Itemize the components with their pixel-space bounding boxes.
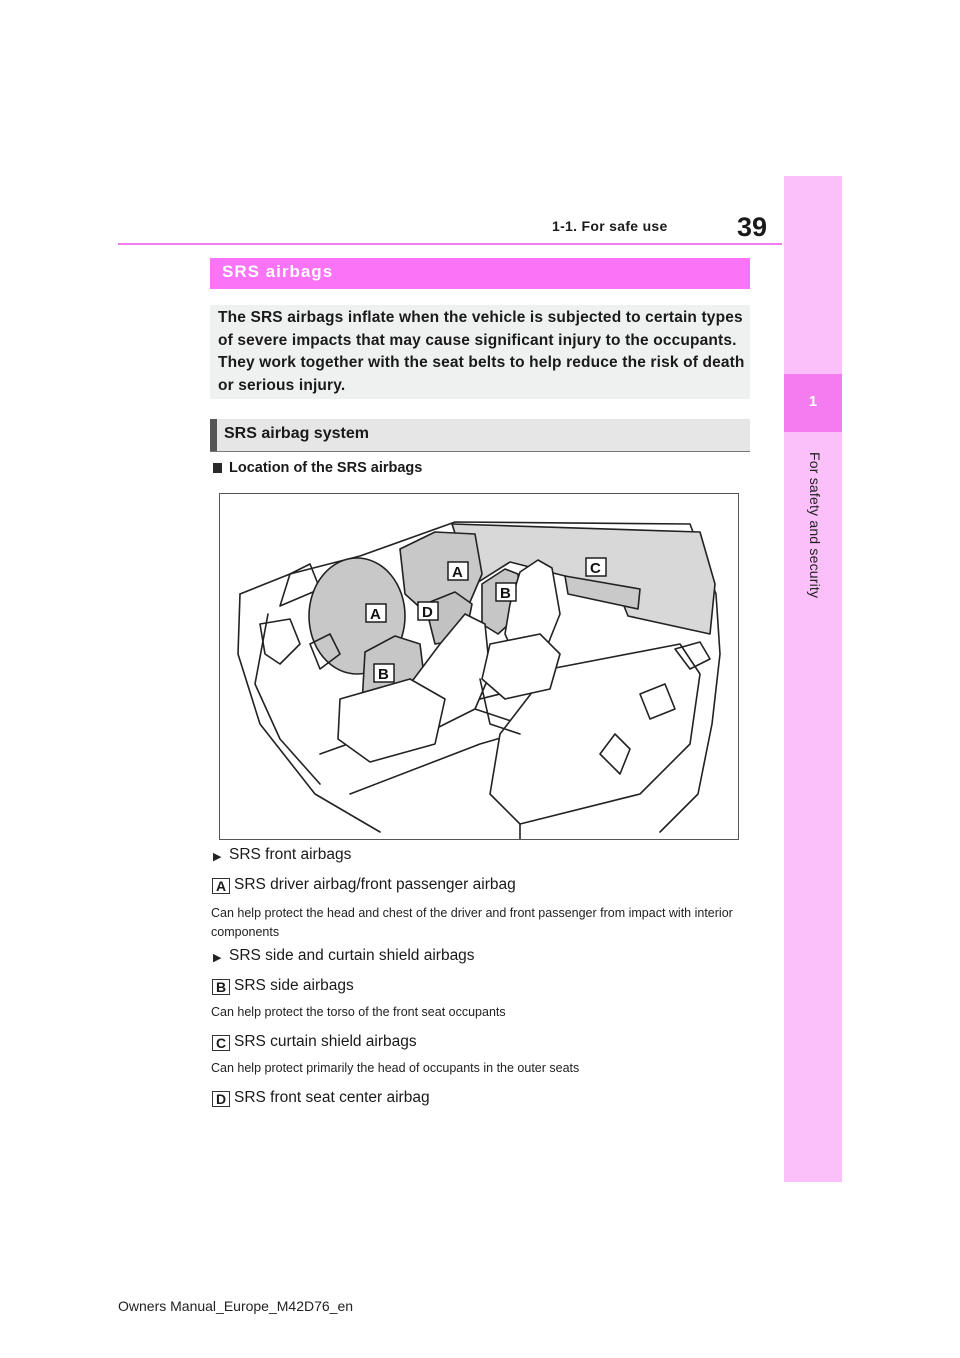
callout-d: D [422, 604, 433, 621]
item-b-title: SRS side airbags [234, 977, 354, 994]
triangle-bullet-icon: ▶ [213, 851, 222, 863]
chapter-title: For safety and security [807, 452, 823, 599]
header-rule [118, 243, 782, 245]
callout-a-driver: A [370, 606, 381, 623]
letter-box-a: A [212, 878, 230, 894]
subheading-rule [210, 451, 750, 452]
item-c-title: SRS curtain shield airbags [234, 1033, 417, 1050]
page-number: 39 [737, 212, 768, 242]
item-a-title: SRS driver airbag/front passenger airbag [234, 876, 516, 893]
letter-box-d: D [212, 1091, 230, 1107]
item-c-desc: Can help protect primarily the head of occupants in the outer seats [211, 1061, 580, 1075]
subheading-accent [210, 419, 217, 451]
main-heading: SRS airbags [222, 262, 334, 281]
chapter-number: 1 [808, 393, 818, 410]
subheading: SRS airbag system [224, 425, 369, 442]
triangle-bullet-icon: ▶ [213, 952, 222, 964]
letter-box-c: C [212, 1035, 230, 1051]
group-side-curtain-airbags: SRS side and curtain shield airbags [229, 947, 475, 964]
callout-b-passenger: B [500, 585, 511, 602]
side-tab-band [784, 176, 842, 1182]
airbag-location-illustration [220, 494, 738, 839]
location-heading: Location of the SRS airbags [229, 460, 423, 476]
callout-c: C [590, 560, 601, 577]
letter-box-b: B [212, 979, 230, 995]
section-title: 1-1. For safe use [552, 218, 668, 234]
item-d-title: SRS front seat center airbag [234, 1089, 430, 1106]
item-a-desc: Can help protect the head and chest of the driver and front passenger from impact with interior components [211, 906, 733, 939]
square-bullet-icon [213, 463, 222, 473]
item-b-desc: Can help protect the torso of the front seat occupants [211, 1005, 506, 1019]
group-front-airbags: SRS front airbags [229, 846, 352, 863]
intro-text: The SRS airbags inflate when the vehicle is subjected to certain types of severe impacts that may cause significant injury to the occupants. They work together with the seat belts to help reduce the risk of death or serious injury. [218, 309, 745, 394]
callout-b-driver: B [378, 666, 389, 683]
footer-doc-id: Owners Manual_Europe_M42D76_en [118, 1298, 354, 1314]
callout-a-passenger: A [452, 564, 463, 581]
